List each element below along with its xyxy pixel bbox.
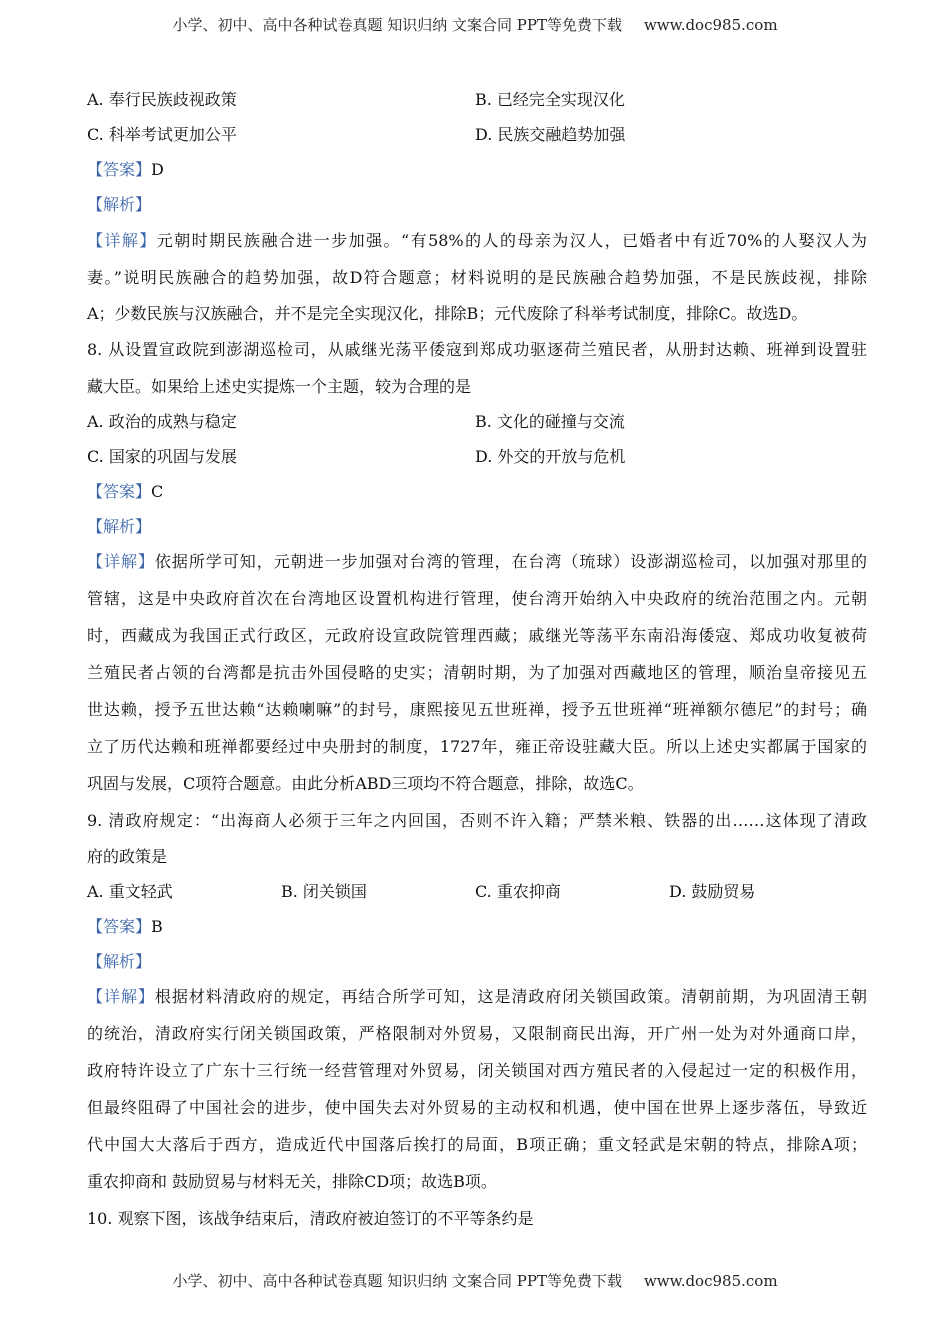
q7-detail-text: 元朝时期民族融合进一步加强。“有58%的人的母亲为汉人，已婚者中有近70%的人娶汉人为 (156, 231, 867, 250)
q7-options-row1 (87, 90, 867, 110)
q9-option-d: D. 鼓励贸易 (669, 882, 756, 901)
q9-detail-line: 重农抑商和 鼓励贸易与材料无关，排除CD项；故选B项。 (87, 1172, 497, 1191)
q9-analysis (87, 952, 867, 972)
q9-stem-line: 9. 清政府规定：“出海商人必须于三年之内回国，否则不许入籍；严禁米粮、铁器的出……这体现了清政 (87, 811, 867, 830)
q8-detail-line: 世达赖，授予五世达赖“达赖喇嘛”的封号，康熙接见五世班禅，授予五世班禅“班禅额尔德尼”的封号；确 (87, 700, 867, 719)
q7-option-b: B. 已经完全实现汉化 (475, 90, 625, 109)
q8-detail-line: 时，西藏成为我国正式行政区，元政府设宣政院管理西藏；戚继光等荡平东南沿海倭寇、郑成功收复被荷 (87, 626, 867, 645)
q7-option-d: D. 民族交融趋势加强 (475, 125, 626, 144)
analysis-tag: 【解析】 (87, 517, 152, 536)
q8-answer-value: C (151, 482, 164, 501)
q8-options-row2 (87, 447, 867, 467)
q9-detail-line: 代中国大大落后于西方，造成近代中国落后挨打的局面，B项正确；重文轻武是宋朝的特点，排除A项； (87, 1135, 867, 1154)
q9-detail-line: 的统治，清政府实行闭关锁国政策，严格限制对外贸易，又限制商民出海，开广州一处为对外通商口岸， (87, 1024, 867, 1043)
q9-answer (87, 917, 867, 937)
header-url[interactable]: www.doc985.com (643, 16, 778, 34)
q7-answer-value: D (151, 160, 164, 179)
detail-tag: 【详解】 (87, 552, 155, 571)
q7-detail-line (87, 231, 867, 251)
q9-detail-line (87, 987, 867, 1007)
q9-option-b: B. 闭关锁国 (281, 882, 367, 901)
q8-answer (87, 482, 867, 502)
q7-detail-line: 妻。”说明民族融合的趋势加强，故D符合题意；材料说明的是民族融合趋势加强，不是民族歧视，排除 (87, 268, 867, 287)
q8-stem-line: 8. 从设置宣政院到澎湖巡检司，从戚继光荡平倭寇到郑成功驱逐荷兰殖民者，从册封达赖、班禅到设置驻 (87, 340, 867, 359)
q9-detail-line: 但最终阻碍了中国社会的进步，使中国失去对外贸易的主动权和机遇，使中国在世界上逐步落伍，导致近 (87, 1098, 867, 1117)
q9-detail-text: 根据材料清政府的规定，再结合所学可知，这是清政府闭关锁国政策。清朝前期，为巩固清王朝 (154, 987, 867, 1006)
page-footer (0, 1270, 950, 1291)
q8-option-c: C. 国家的巩固与发展 (87, 447, 237, 466)
q8-stem-line: 藏大臣。如果给上述史实提炼一个主题，较为合理的是 (87, 377, 472, 396)
q9-option-c: C. 重农抑商 (475, 882, 561, 901)
q9-answer-value: B (151, 917, 163, 936)
answer-tag: 【答案】 (87, 482, 152, 501)
answer-tag: 【答案】 (87, 160, 152, 179)
q7-answer (87, 160, 867, 180)
footer-text: 小学、初中、高中各种试卷真题 知识归纳 文案合同 PPT等免费下载 (172, 1272, 622, 1290)
q8-detail-text: 依据所学可知，元朝进一步加强对台湾的管理，在台湾（琉球）设澎湖巡检司，以加强对那里的 (154, 552, 867, 571)
q8-detail-line: 巩固与发展，C项符合题意。由此分析ABD三项均不符合题意，排除，故选C。 (87, 774, 644, 793)
detail-tag: 【详解】 (87, 987, 155, 1006)
q8-detail-line (87, 552, 867, 572)
detail-tag: 【详解】 (87, 231, 157, 250)
q7-detail-line: A；少数民族与汉族融合，并不是完全实现汉化，排除B；元代废除了科举考试制度，排除C。故选D。 (87, 304, 808, 323)
header-text: 小学、初中、高中各种试卷真题 知识归纳 文案合同 PPT等免费下载 (172, 16, 622, 34)
q8-detail-line: 兰殖民者占领的台湾都是抗击外国侵略的史实；清朝时期，为了加强对西藏地区的管理，顺治皇帝接见五 (87, 663, 867, 682)
q8-option-b: B. 文化的碰撞与交流 (475, 412, 625, 431)
page-header (0, 14, 950, 35)
q7-option-a: A. 奉行民族歧视政策 (87, 90, 237, 109)
q7-options-row2 (87, 125, 867, 145)
q8-option-d: D. 外交的开放与危机 (475, 447, 626, 466)
q8-detail-line: 立了历代达赖和班禅都要经过中央册封的制度，1727年，雍正帝设驻藏大臣。所以上述史实都属于国家的 (87, 737, 867, 756)
q9-option-a: A. 重文轻武 (87, 882, 173, 901)
analysis-tag: 【解析】 (87, 952, 152, 971)
q7-option-c: C. 科举考试更加公平 (87, 125, 237, 144)
footer-url[interactable]: www.doc985.com (643, 1272, 778, 1290)
q9-stem-line: 府的政策是 (87, 847, 168, 866)
q8-option-a: A. 政治的成熟与稳定 (87, 412, 237, 431)
q8-detail-line: 管辖，这是中央政府首次在台湾地区设置机构进行管理，使台湾开始纳入中央政府的统治范围之内。元朝 (87, 589, 867, 608)
q7-analysis (87, 195, 867, 215)
q10-stem: 10. 观察下图，该战争结束后，清政府被迫签订的不平等条约是 (87, 1209, 534, 1228)
analysis-tag: 【解析】 (87, 195, 152, 214)
q8-options-row1 (87, 412, 867, 432)
answer-tag: 【答案】 (87, 917, 152, 936)
q8-analysis (87, 517, 867, 537)
q9-detail-line: 政府特许设立了广东十三行统一经营管理对外贸易，闭关锁国对西方殖民者的入侵起过一定的积极作用， (87, 1061, 867, 1080)
